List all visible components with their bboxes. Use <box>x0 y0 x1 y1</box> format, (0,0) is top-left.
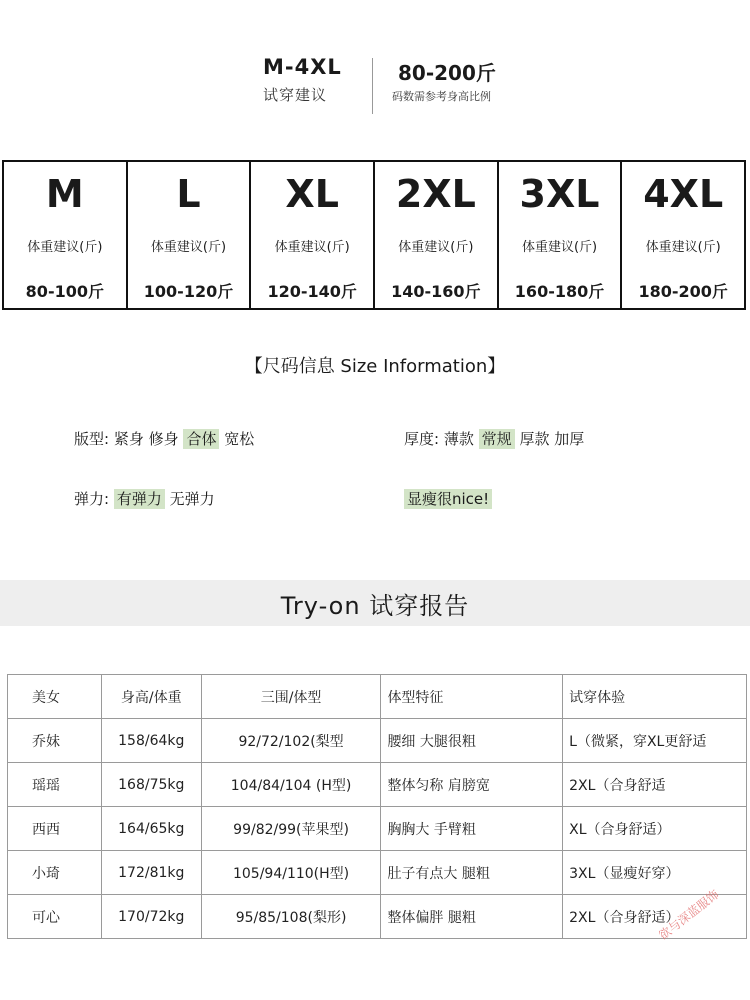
tryon-title: Try-on 试穿报告 <box>280 592 470 620</box>
size-weight-value: 180-200斤 <box>638 282 728 301</box>
size-weight-value: 160-180斤 <box>514 282 605 301</box>
table-cell: 肚子有点大 腿粗 <box>381 851 563 895</box>
table-cell: 172/81kg <box>101 851 201 895</box>
size-letter: 2XL <box>395 172 476 216</box>
slim-note: 显瘦很nice! <box>404 489 492 509</box>
table-row <box>8 851 747 895</box>
table-cell: 乔妹 <box>8 719 102 763</box>
fit-row <box>74 428 254 449</box>
thickness-option: 薄款 <box>443 430 474 448</box>
elasticity-option: 有弹力 <box>114 489 165 509</box>
table-cell: 整体偏胖 腿粗 <box>381 895 563 939</box>
table-cell: 105/94/110(H型) <box>201 851 381 895</box>
table-cell: 99/82/99(苹果型) <box>201 807 381 851</box>
table-cell: 2XL（合身舒适 <box>563 763 747 807</box>
table-header-row <box>8 675 747 719</box>
thickness-option: 常规 <box>479 429 515 449</box>
size-range: M-4XL <box>263 55 342 79</box>
size-letter: L <box>176 172 201 216</box>
table-cell: 可心 <box>8 895 102 939</box>
thickness-option: 厚款 <box>519 430 550 448</box>
table-cell: 104/84/104 (H型) <box>201 763 381 807</box>
size-weight-value: 80-100斤 <box>25 282 104 301</box>
size-range-caption: 试穿建议 <box>263 86 328 104</box>
table-header-cell: 试穿体验 <box>563 675 747 719</box>
table-cell: 胸胸大 手臂粗 <box>381 807 563 851</box>
size-weight-label: 体重建议(斤) <box>27 240 103 255</box>
table-cell: 3XL（显瘦好穿） <box>563 851 747 895</box>
size-table <box>2 160 746 310</box>
header-divider <box>372 58 373 114</box>
size-weight-value: 120-140斤 <box>267 282 357 301</box>
watermark: 欲与深蓝服饰 <box>656 887 722 943</box>
table-header-cell: 体型特征 <box>381 675 563 719</box>
slim-note-row <box>404 488 492 509</box>
size-weight-value: 140-160斤 <box>391 282 481 301</box>
table-cell: XL（合身舒适） <box>563 807 747 851</box>
fit-option: 合体 <box>183 429 219 449</box>
table-row <box>8 895 747 939</box>
thickness-label: 厚度: <box>404 430 440 448</box>
elasticity-label: 弹力: <box>74 490 110 508</box>
table-row <box>8 807 747 851</box>
weight-range-caption: 码数需参考身高比例 <box>392 90 491 103</box>
table-row <box>8 763 747 807</box>
table-cell: 170/72kg <box>101 895 201 939</box>
table-cell: 158/64kg <box>101 719 201 763</box>
table-cell: 腰细 大腿很粗 <box>381 719 563 763</box>
size-cell-xl <box>251 162 375 308</box>
table-cell: 小琦 <box>8 851 102 895</box>
table-cell: 整体匀称 肩膀宽 <box>381 763 563 807</box>
table-cell: 瑶瑶 <box>8 763 102 807</box>
size-weight-label: 体重建议(斤) <box>150 240 227 255</box>
fit-label: 版型: <box>74 430 110 448</box>
table-header-cell: 美女 <box>8 675 102 719</box>
table-header-cell: 身高/体重 <box>101 675 201 719</box>
table-header-cell: 三围/体型 <box>201 675 381 719</box>
size-weight-label: 体重建议(斤) <box>274 240 350 255</box>
size-cell-2xl <box>375 162 499 308</box>
weight-range: 80-200斤 <box>398 61 496 85</box>
elasticity-option: 无弹力 <box>169 490 215 508</box>
size-letter: 3XL <box>519 172 600 216</box>
fit-option: 紧身 <box>113 430 144 448</box>
size-info-title: 【尺码信息 Size Information】 <box>244 356 506 377</box>
size-letter: M <box>45 172 84 216</box>
thickness-option: 加厚 <box>554 430 585 448</box>
size-cell-4xl <box>622 162 744 308</box>
thickness-row <box>404 428 584 449</box>
size-letter: XL <box>285 172 339 216</box>
size-cell-3xl <box>499 162 623 308</box>
size-weight-value: 100-120斤 <box>143 282 234 301</box>
table-cell: 168/75kg <box>101 763 201 807</box>
table-cell: 92/72/102(梨型 <box>201 719 381 763</box>
elasticity-row <box>74 488 215 509</box>
size-cell-l <box>128 162 252 308</box>
table-row <box>8 719 747 763</box>
size-weight-label: 体重建议(斤) <box>398 240 474 255</box>
fit-option: 宽松 <box>224 430 255 448</box>
table-cell: 164/65kg <box>101 807 201 851</box>
table-cell: 西西 <box>8 807 102 851</box>
fit-option: 修身 <box>148 430 179 448</box>
table-cell: L（微紧，穿XL更舒适 <box>563 719 747 763</box>
size-weight-label: 体重建议(斤) <box>521 240 598 255</box>
size-cell-m <box>4 162 128 308</box>
table-cell: 2XL（合身舒适） <box>563 895 747 939</box>
table-cell: 95/85/108(梨形) <box>201 895 381 939</box>
size-weight-label: 体重建议(斤) <box>645 240 721 255</box>
size-letter: 4XL <box>643 172 724 216</box>
tryon-report-table <box>7 674 747 939</box>
